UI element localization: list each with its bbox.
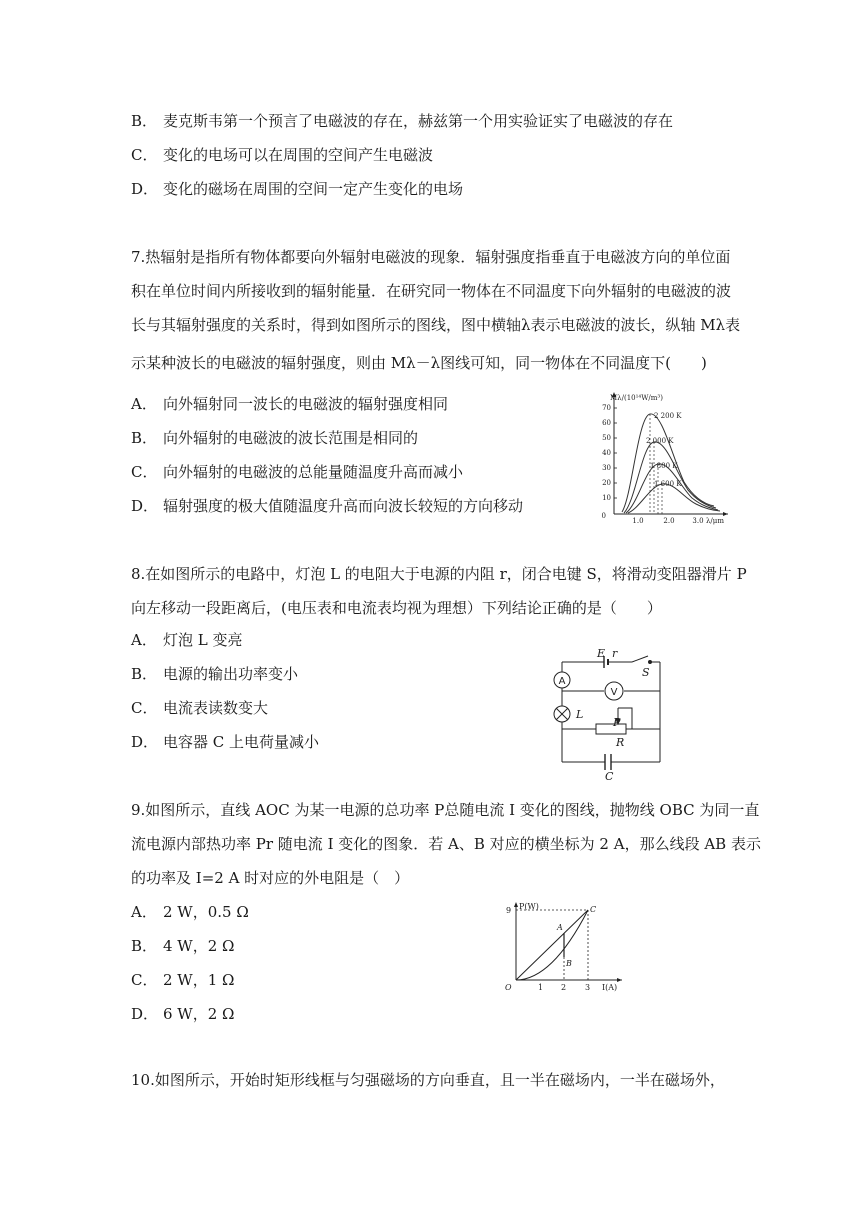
q7-option-a: A． 向外辐射同一波长的电磁波的辐射强度相同 bbox=[131, 395, 449, 413]
q7-radiation-figure bbox=[592, 386, 732, 526]
q9-power-figure bbox=[502, 898, 632, 996]
q7-stem-line-4: 示某种波长的电磁波的辐射强度，则由 Mλ－λ图线可知，同一物体在不同温度下( ) bbox=[131, 354, 707, 372]
curve-label: 2 000 K bbox=[646, 437, 674, 445]
curve-label: 2 200 K bbox=[654, 412, 682, 420]
y-axis-label: P(W) bbox=[519, 902, 539, 911]
q10-stem-line-1: 10.如图所示，开始时矩形线框与匀强磁场的方向垂直，且一半在磁场内，一半在磁场外， bbox=[131, 1071, 725, 1089]
point-c-label: C bbox=[590, 905, 597, 914]
xtick: 2 bbox=[561, 983, 567, 992]
ytick: 0 bbox=[601, 512, 606, 520]
label-r: r bbox=[612, 647, 618, 660]
q7-option-d: D． 辐射强度的极大值随温度升高而向波长较短的方向移动 bbox=[131, 497, 524, 515]
label-p: P bbox=[613, 716, 621, 729]
q8-option-c: C． 电流表读数变大 bbox=[131, 699, 269, 717]
ytick: 50 bbox=[602, 434, 611, 442]
label-v: V bbox=[610, 687, 618, 698]
curve-label: 1 800 K bbox=[650, 462, 678, 470]
q6-option-d: D． 变化的磁场在周围的空间一定产生变化的电场 bbox=[131, 180, 464, 198]
curve-label: 1 600 K bbox=[654, 480, 682, 488]
ytick: 20 bbox=[602, 479, 611, 487]
ytick: 60 bbox=[602, 419, 611, 427]
q7-option-b: B． 向外辐射的电磁波的波长范围是相同的 bbox=[131, 429, 419, 447]
q8-stem-line-2: 向左移动一段距离后，(电压表和电流表均视为理想）下列结论正确的是（ ） bbox=[131, 599, 662, 617]
y-value-9: 9 bbox=[506, 906, 512, 915]
origin-label: O bbox=[505, 983, 512, 992]
q9-stem-line-3: 的功率及 I=2 A 时对应的外电阻是（ ） bbox=[131, 869, 410, 887]
xtick: 3.0 bbox=[692, 517, 704, 525]
label-c: C bbox=[605, 770, 614, 780]
q6-option-c: C． 变化的电场可以在周围的空间产生电磁波 bbox=[131, 146, 434, 164]
q8-option-d: D． 电容器 C 上电荷量减小 bbox=[131, 733, 320, 751]
y-axis-label: Mλ/(10¹⁴W/m³) bbox=[610, 394, 663, 402]
xtick: 1.0 bbox=[632, 517, 644, 525]
q7-stem-line-1: 7.热辐射是指所有物体都要向外辐射电磁波的现象．辐射强度指垂直于电磁波方向的单位面 bbox=[131, 248, 731, 266]
label-l: L bbox=[576, 708, 584, 721]
curve-2000k bbox=[624, 442, 716, 513]
line-aoc bbox=[516, 910, 588, 980]
label-s: S bbox=[642, 666, 650, 679]
ytick: 10 bbox=[602, 494, 611, 502]
q8-option-b: B． 电源的输出功率变小 bbox=[131, 665, 299, 683]
curve-1600k bbox=[628, 484, 720, 513]
q9-stem-line-1: 9.如图所示，直线 AOC 为某一电源的总功率 P总随电流 I 变化的图线，抛物线 OBC 为同一直 bbox=[131, 801, 760, 819]
point-a-label: A bbox=[557, 923, 563, 932]
q8-circuit-figure bbox=[550, 646, 670, 780]
x-axis-label: I(A) bbox=[602, 983, 618, 992]
q7-stem-line-2: 积在单位时间内所接收到的辐射能量．在研究同一物体在不同温度下向外辐射的电磁波的波 bbox=[131, 282, 732, 300]
label-r-resistor: R bbox=[616, 736, 625, 749]
label-a: A bbox=[558, 676, 566, 687]
q9-option-b: B． 4 W，2 Ω bbox=[131, 937, 235, 955]
q9-stem-line-2: 流电源内部热功率 Pr 随电流 I 变化的图象．若 A、B 对应的横坐标为 2 A，那么线段 AB 表示 bbox=[131, 835, 761, 853]
xtick: 1 bbox=[538, 983, 544, 992]
q6-option-b: B． 麦克斯韦第一个预言了电磁波的存在，赫兹第一个用实验证实了电磁波的存在 bbox=[131, 112, 674, 130]
q7-option-c: C． 向外辐射的电磁波的总能量随温度升高而减小 bbox=[131, 463, 464, 481]
q9-option-a: A． 2 W，0.5 Ω bbox=[131, 903, 249, 921]
q9-option-c: C． 2 W，1 Ω bbox=[131, 971, 235, 989]
xtick: 2.0 bbox=[663, 517, 675, 525]
xtick: 3 bbox=[585, 983, 591, 992]
q8-stem-line-1: 8.在如图所示的电路中，灯泡 L 的电阻大于电源的内阻 r，闭合电键 S，将滑动变阻器滑片 P bbox=[131, 565, 747, 583]
point-b-label: B bbox=[566, 959, 572, 968]
ytick: 40 bbox=[602, 449, 611, 457]
x-axis-label: λ/μm bbox=[706, 517, 724, 525]
q9-option-d: D． 6 W，2 Ω bbox=[131, 1005, 235, 1023]
ytick: 70 bbox=[602, 404, 611, 412]
ytick: 30 bbox=[602, 464, 611, 472]
q7-stem-line-3: 长与其辐射强度的关系时，得到如图所示的图线，图中横轴λ表示电磁波的波长，纵轴 Mλ表 bbox=[131, 316, 741, 334]
q8-option-a: A． 灯泡 L 变亮 bbox=[131, 631, 243, 649]
label-e: E bbox=[597, 647, 606, 660]
